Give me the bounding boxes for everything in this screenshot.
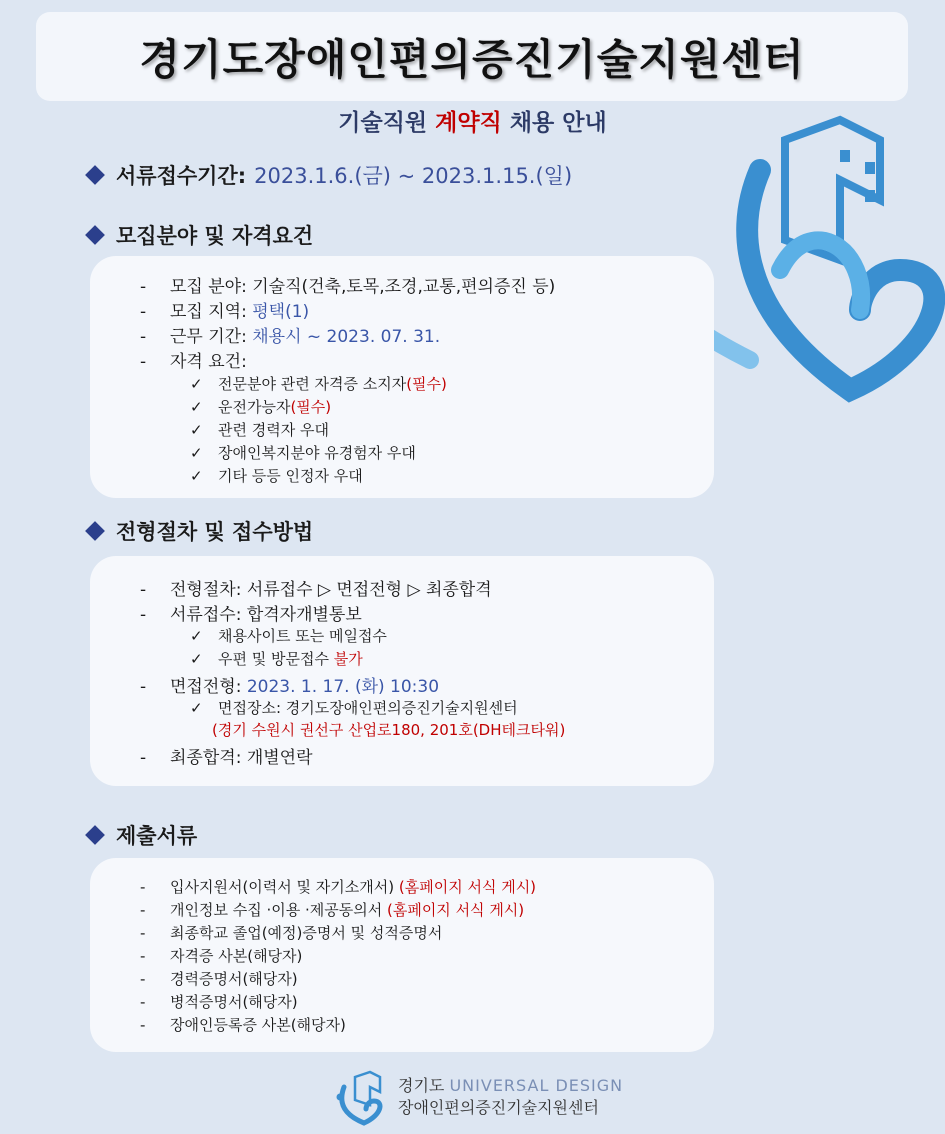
field-line: - 모집 분야: 기술직(건축,토목,조경,교통,편의증진 등) — [140, 277, 556, 297]
qual-item: ✓ 장애인복지분야 유경험자 우대 — [190, 444, 416, 462]
interview-line: - 면접전형: 2023. 1. 17. (화) 10:30 — [140, 677, 440, 697]
accept-text: 채용사이트 또는 메일접수 — [218, 627, 387, 645]
doc-item: - 자격증 사본(해당자) — [140, 947, 303, 965]
doc-item: - 병적증명서(해당자) — [140, 993, 298, 1011]
doc-note: (홈페이지 서식 게시) — [386, 901, 525, 919]
process-line: - 전형절차: 서류접수 ▷ 면접전형 ▷ 최종합격 — [140, 580, 492, 600]
doc-item: - 개인정보 수집 ·이용 ·제공동의서 (홈페이지 서식 게시) — [140, 901, 525, 919]
subtitle-pre: 기술직원 — [338, 110, 436, 136]
section3-heading — [88, 820, 197, 850]
accept-item: ✓ 채용사이트 또는 메일접수 — [190, 627, 387, 645]
section2-title: 전형절차 및 접수방법 — [116, 520, 314, 544]
process-text: 전형절차: 서류접수 ▷ 면접전형 ▷ 최종합격 — [170, 580, 492, 600]
interview-value: 2023. 1. 17. (화) 10:30 — [246, 677, 440, 697]
diamond-bullet-icon — [85, 825, 105, 845]
qual-label: 자격 요건: — [170, 352, 247, 372]
qual-required: (필수) — [290, 398, 332, 416]
region-label: 모집 지역: — [170, 302, 253, 322]
doc-item: - 장애인등록증 사본(해당자) — [140, 1016, 346, 1034]
page-title: 경기도장애인편의증진기술지원센터 — [139, 34, 805, 84]
doc-text: 장애인등록증 사본(해당자) — [170, 1016, 346, 1034]
footer-logo — [330, 1062, 660, 1132]
doc-text: 병적증명서(해당자) — [170, 993, 298, 1011]
qual-required: (필수) — [406, 375, 447, 393]
final-text: 최종합격: 개별연락 — [170, 748, 313, 768]
qual-item: ✓ 관련 경력자 우대 — [190, 421, 329, 439]
qual-item: ✓ 기타 등등 인정자 우대 — [190, 467, 363, 485]
doc-accept-line: - 서류접수: 합격자개별통보 — [140, 605, 362, 625]
term-value: 채용시 ~ 2023. 07. 31. — [252, 327, 441, 347]
subtitle-highlight: 계약직 — [435, 110, 502, 136]
section1-heading — [88, 220, 313, 250]
term-line: - 근무 기간: 채용시 ~ 2023. 07. 31. — [140, 327, 441, 347]
qual-line: - 자격 요건: — [140, 352, 247, 372]
doc-text: 최종학교 졸업(예정)증명서 및 성적증명서 — [170, 924, 443, 942]
footer-province: 경기도 — [398, 1076, 450, 1095]
qual-text: 기타 등등 인정자 우대 — [218, 467, 363, 485]
doc-text: 경력증명서(해당자) — [170, 970, 298, 988]
term-label: 근무 기간: — [170, 327, 253, 347]
accept-text: 우편 및 방문접수 — [218, 650, 334, 668]
doc-item: - 경력증명서(해당자) — [140, 970, 298, 988]
venue-text: 면접장소: 경기도장애인편의증진기술지원센터 — [218, 699, 518, 717]
center-logo — [690, 100, 945, 420]
doc-note: (홈페이지 서식 게시) — [398, 878, 537, 896]
subtitle-post: 채용 안내 — [501, 110, 607, 136]
section3-title: 제출서류 — [116, 824, 198, 848]
doc-text: 입사지원서(이력서 및 자기소개서) — [170, 878, 399, 896]
field-value: 기술직(건축,토목,조경,교통,편의증진 등) — [246, 277, 556, 297]
accept-item: ✓ 우편 및 방문접수 불가 — [190, 650, 363, 668]
venue-address: (경기 수원시 권선구 산업로180, 201호(DH테크타워) — [212, 721, 566, 739]
final-line: - 최종합격: 개별연락 — [140, 748, 313, 768]
period-value: 2023.1.6.(금) ~ 2023.1.15.(일) — [254, 164, 573, 188]
doc-item: - 최종학교 졸업(예정)증명서 및 성적증명서 — [140, 924, 443, 942]
footer-universal-design: UNIVERSAL DESIGN — [449, 1076, 624, 1095]
diamond-bullet-icon — [85, 165, 105, 185]
accept-not-allowed: 불가 — [333, 650, 363, 668]
doc-accept-text: 서류접수: 합격자개별통보 — [170, 605, 362, 625]
footer-line1 — [398, 1075, 623, 1097]
section1-title: 모집분야 및 자격요건 — [116, 224, 314, 248]
footer-logo-icon — [330, 1067, 390, 1127]
qual-text: 장애인복지분야 유경험자 우대 — [218, 444, 416, 462]
interview-label: 면접전형: — [170, 677, 247, 697]
qual-text: 관련 경력자 우대 — [218, 421, 329, 439]
title-banner — [36, 12, 908, 101]
region-line: - 모집 지역: 평택(1) — [140, 302, 310, 322]
period-heading — [88, 160, 572, 190]
field-label: 모집 분야: — [170, 277, 247, 297]
section2-heading — [88, 516, 313, 546]
qual-item: ✓ 전문분야 관련 자격증 소지자(필수) — [190, 375, 447, 393]
region-value: 평택(1) — [252, 302, 310, 322]
period-label: 서류접수기간: — [116, 164, 247, 188]
doc-item: - 입사지원서(이력서 및 자기소개서) (홈페이지 서식 게시) — [140, 878, 537, 896]
qual-item: ✓ 운전가능자(필수) — [190, 398, 332, 416]
diamond-bullet-icon — [85, 225, 105, 245]
venue-item: ✓ 면접장소: 경기도장애인편의증진기술지원센터 — [190, 699, 518, 717]
subtitle — [0, 104, 945, 137]
doc-text: 자격증 사본(해당자) — [170, 947, 303, 965]
qual-text: 전문분야 관련 자격증 소지자 — [218, 375, 407, 393]
footer-center-name: 장애인편의증진기술지원센터 — [398, 1098, 599, 1117]
diamond-bullet-icon — [85, 521, 105, 541]
doc-text: 개인정보 수집 ·이용 ·제공동의서 — [170, 901, 387, 919]
qual-text: 운전가능자 — [218, 398, 291, 416]
